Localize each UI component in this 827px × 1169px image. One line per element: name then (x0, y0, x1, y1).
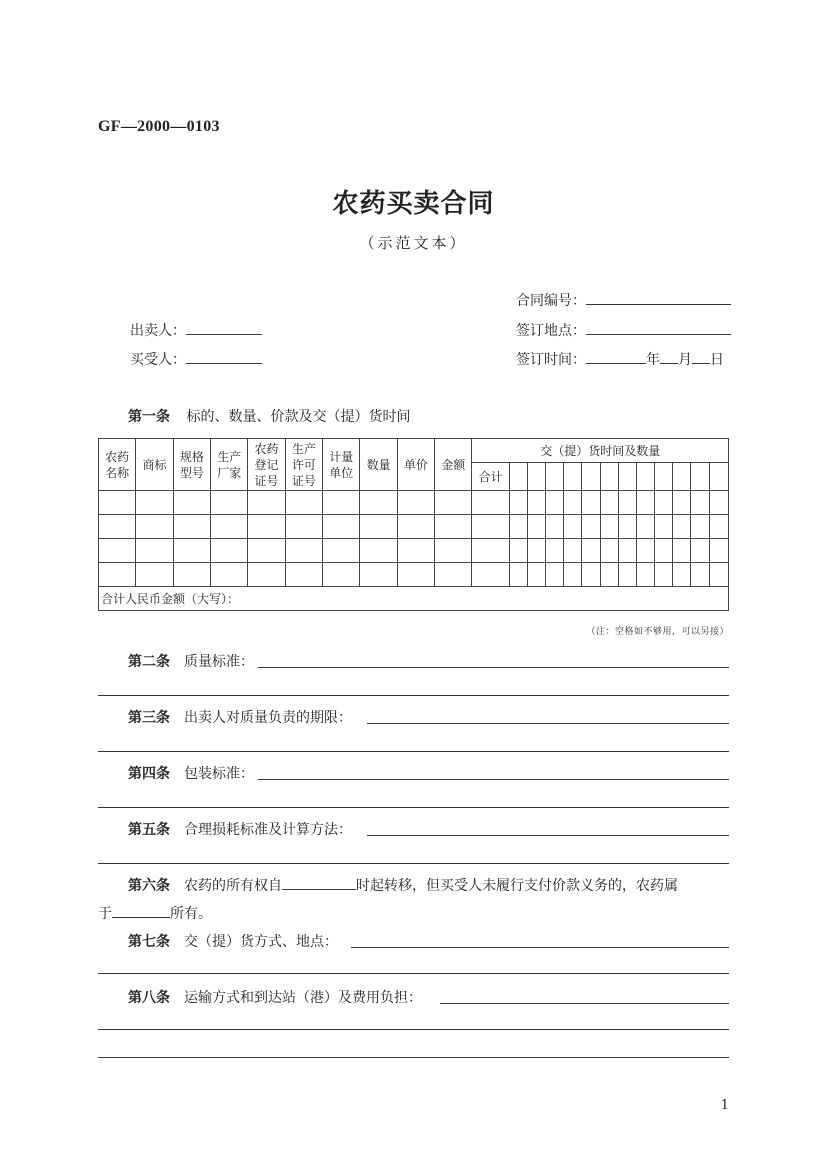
table-cell[interactable] (136, 539, 173, 563)
table-cell[interactable] (173, 539, 210, 563)
article-5-blank[interactable] (367, 820, 729, 836)
table-cell[interactable] (397, 563, 434, 587)
col-header-subtotal: 合计 (472, 463, 509, 491)
article-6-text4: 所有。 (170, 906, 212, 922)
article-8-line-1[interactable] (98, 1029, 729, 1030)
table-cell[interactable] (582, 563, 600, 587)
table-cell[interactable] (435, 491, 472, 515)
table-cell[interactable] (509, 463, 527, 491)
table-cell[interactable] (435, 563, 472, 587)
table-cell[interactable] (323, 563, 360, 587)
table-cell[interactable] (618, 539, 636, 563)
article-4-head: 第四条 (128, 766, 170, 782)
table-cell[interactable] (509, 515, 527, 539)
article-3-text: 出卖人对质量负责的期限： (184, 710, 352, 726)
article-4-blank[interactable] (258, 764, 729, 780)
table-cell[interactable] (211, 563, 248, 587)
table-cell[interactable] (527, 463, 545, 491)
table-row[interactable] (99, 563, 729, 587)
article-3-blank[interactable] (367, 708, 729, 724)
col-header-delivery: 交（提）货时间及数量 (472, 439, 729, 463)
table-cell[interactable] (546, 491, 564, 515)
table-cell[interactable] (360, 491, 397, 515)
table-cell[interactable] (285, 563, 322, 587)
buyer-label: 买受人： (130, 352, 186, 368)
article-6 (98, 875, 729, 895)
sign-place-label: 签订地点： (516, 323, 586, 339)
table-cell[interactable] (435, 515, 472, 539)
table-cell[interactable] (564, 515, 582, 539)
table-cell[interactable] (655, 463, 673, 491)
col-header-license-no: 生产许可证号 (285, 439, 322, 491)
table-cell[interactable] (655, 491, 673, 515)
table-cell[interactable] (600, 563, 618, 587)
table-cell[interactable] (248, 515, 285, 539)
table-cell[interactable] (655, 515, 673, 539)
table-row[interactable] (99, 539, 729, 563)
col-header-unit: 计量单位 (323, 439, 360, 491)
col-header-quantity: 数量 (360, 439, 397, 491)
article-1-head: 第一条 (128, 409, 170, 425)
seller-field[interactable] (130, 320, 262, 340)
table-cell[interactable] (211, 491, 248, 515)
table-cell[interactable] (618, 463, 636, 491)
table-cell[interactable] (136, 515, 173, 539)
article-2-text: 质量标准： (184, 654, 254, 670)
table-cell[interactable] (582, 491, 600, 515)
table-cell[interactable] (691, 563, 709, 587)
table-cell[interactable] (709, 539, 729, 563)
sign-time-field[interactable] (516, 349, 724, 369)
table-cell[interactable] (509, 539, 527, 563)
table-cell[interactable] (397, 515, 434, 539)
col-header-trademark: 商标 (136, 439, 173, 491)
article-2-line[interactable] (98, 695, 729, 696)
table-cell[interactable] (360, 515, 397, 539)
year-blank[interactable] (586, 349, 646, 364)
table-cell[interactable] (636, 491, 654, 515)
table-cell[interactable] (472, 539, 509, 563)
table-cell[interactable] (691, 515, 709, 539)
table-cell[interactable] (564, 563, 582, 587)
month-blank[interactable] (660, 349, 678, 364)
table-cell[interactable] (709, 463, 729, 491)
col-header-manufacturer: 生产厂家 (211, 439, 248, 491)
table-cell[interactable] (564, 491, 582, 515)
table-cell[interactable] (285, 515, 322, 539)
table-cell[interactable] (360, 563, 397, 587)
document-subtitle: （示范文本） (359, 234, 468, 252)
table-cell[interactable] (360, 539, 397, 563)
table-cell[interactable] (636, 463, 654, 491)
sign-place-field[interactable] (516, 320, 731, 340)
buyer-field[interactable] (130, 349, 262, 369)
article-6-owner-blank[interactable] (112, 903, 170, 918)
table-cell[interactable] (99, 491, 136, 515)
table-cell[interactable] (673, 463, 691, 491)
seller-label: 出卖人： (130, 323, 186, 339)
col-header-unit-price: 单价 (397, 439, 434, 491)
table-cell[interactable] (285, 491, 322, 515)
table-row[interactable] (99, 491, 729, 515)
sign-place-blank[interactable] (586, 320, 731, 335)
table-cell[interactable] (509, 491, 527, 515)
contract-number-field[interactable] (516, 290, 731, 310)
article-7-text: 交（提）货方式、地点： (184, 934, 338, 950)
table-cell[interactable] (472, 515, 509, 539)
contract-number-blank[interactable] (586, 290, 731, 305)
table-cell[interactable] (248, 491, 285, 515)
table-cell[interactable] (636, 563, 654, 587)
table-cell[interactable] (564, 539, 582, 563)
table-cell[interactable] (99, 515, 136, 539)
table-cell[interactable] (248, 539, 285, 563)
table-cell[interactable] (618, 491, 636, 515)
article-6-text: 农药的所有权自 (184, 878, 282, 894)
table-cell[interactable] (546, 563, 564, 587)
table-cell[interactable] (673, 491, 691, 515)
table-cell[interactable] (546, 515, 564, 539)
col-header-amount: 金额 (435, 439, 472, 491)
article-8-head: 第八条 (128, 990, 170, 1006)
table-cell[interactable] (99, 539, 136, 563)
table-cell[interactable] (472, 491, 509, 515)
table-cell[interactable] (397, 491, 434, 515)
table-cell[interactable] (655, 563, 673, 587)
table-cell[interactable] (691, 491, 709, 515)
article-4-line[interactable] (98, 807, 729, 808)
table-cell[interactable] (600, 539, 618, 563)
day-blank[interactable] (692, 349, 710, 364)
table-note: （注：空格如不够用，可以另接） (586, 627, 729, 637)
article-3-line[interactable] (98, 751, 729, 752)
table-cell[interactable] (173, 563, 210, 587)
table-cell[interactable] (527, 491, 545, 515)
table-cell[interactable] (691, 463, 709, 491)
article-5-text: 合理损耗标准及计算方法： (184, 822, 352, 838)
table-cell[interactable] (323, 491, 360, 515)
article-5-line[interactable] (98, 863, 729, 864)
table-cell[interactable] (709, 491, 729, 515)
day-label: 日 (710, 352, 724, 368)
table-cell[interactable] (655, 539, 673, 563)
table-cell[interactable] (600, 463, 618, 491)
article-5-head: 第五条 (128, 822, 170, 838)
table-cell[interactable] (673, 563, 691, 587)
article-7-line[interactable] (98, 973, 729, 974)
article-6-text2: 时起转移，但买受人未履行支付价款义务的，农药属 (356, 878, 678, 894)
table-cell[interactable] (618, 563, 636, 587)
table-cell[interactable] (673, 539, 691, 563)
table-cell[interactable] (211, 515, 248, 539)
total-amount-row[interactable] (99, 587, 729, 611)
buyer-blank[interactable] (186, 349, 262, 364)
article-8-line-2[interactable] (98, 1057, 729, 1058)
article-4-text: 包装标准： (184, 766, 254, 782)
col-header-registration-no: 农药登记证号 (248, 439, 285, 491)
month-label: 月 (678, 352, 692, 368)
table-cell[interactable] (472, 563, 509, 587)
total-amount-label: 合计人民币金额（大写）： (101, 591, 240, 606)
table-cell[interactable] (600, 515, 618, 539)
year-label: 年 (646, 352, 660, 368)
article-2-blank[interactable] (258, 652, 729, 668)
table-cell[interactable] (564, 463, 582, 491)
table-cell[interactable] (636, 539, 654, 563)
article-6-transfer-blank[interactable] (282, 875, 356, 890)
goods-table (98, 438, 729, 611)
table-cell[interactable] (546, 463, 564, 491)
col-header-pesticide-name: 农药名称 (99, 439, 136, 491)
article-1 (128, 406, 410, 426)
article-6-cont (98, 903, 212, 923)
table-cell[interactable] (527, 515, 545, 539)
table-cell[interactable] (582, 515, 600, 539)
sign-time-label: 签订时间： (516, 352, 586, 368)
article-6-text3: 于 (98, 906, 112, 922)
table-cell[interactable] (397, 539, 434, 563)
col-header-spec-model: 规格型号 (173, 439, 210, 491)
table-cell[interactable] (211, 539, 248, 563)
table-cell[interactable] (673, 515, 691, 539)
article-2-head: 第二条 (128, 654, 170, 670)
article-7-head: 第七条 (128, 934, 170, 950)
article-3-head: 第三条 (128, 710, 170, 726)
article-8-blank[interactable] (440, 988, 729, 1004)
table-cell[interactable] (173, 491, 210, 515)
table-cell[interactable] (509, 563, 527, 587)
table-cell[interactable] (136, 563, 173, 587)
article-1-text: 标的、数量、价款及交（提）货时间 (186, 409, 411, 425)
table-cell[interactable] (323, 515, 360, 539)
table-cell[interactable] (709, 515, 729, 539)
table-cell[interactable] (435, 539, 472, 563)
table-cell[interactable] (600, 491, 618, 515)
table-cell[interactable] (527, 563, 545, 587)
table-cell[interactable] (691, 539, 709, 563)
document-title: 农药买卖合同 (332, 189, 495, 219)
table-cell[interactable] (618, 515, 636, 539)
table-row[interactable] (99, 515, 729, 539)
article-6-head: 第六条 (128, 878, 170, 894)
table-cell[interactable] (248, 563, 285, 587)
page-number: 1 (720, 1098, 729, 1113)
table-cell[interactable] (582, 539, 600, 563)
article-7-blank[interactable] (351, 932, 729, 948)
seller-blank[interactable] (186, 320, 262, 335)
table-cell[interactable] (136, 491, 173, 515)
table-cell[interactable] (285, 539, 322, 563)
table-cell[interactable] (546, 539, 564, 563)
table-cell[interactable] (99, 563, 136, 587)
article-8-text: 运输方式和到达站（港）及费用负担： (184, 990, 422, 1006)
table-cell[interactable] (173, 515, 210, 539)
table-cell[interactable] (582, 463, 600, 491)
document-code: GF—2000—0103 (98, 118, 220, 135)
contract-number-label: 合同编号： (516, 293, 586, 309)
table-cell[interactable] (636, 515, 654, 539)
table-cell[interactable] (709, 563, 729, 587)
table-cell[interactable] (527, 539, 545, 563)
table-cell[interactable] (323, 539, 360, 563)
